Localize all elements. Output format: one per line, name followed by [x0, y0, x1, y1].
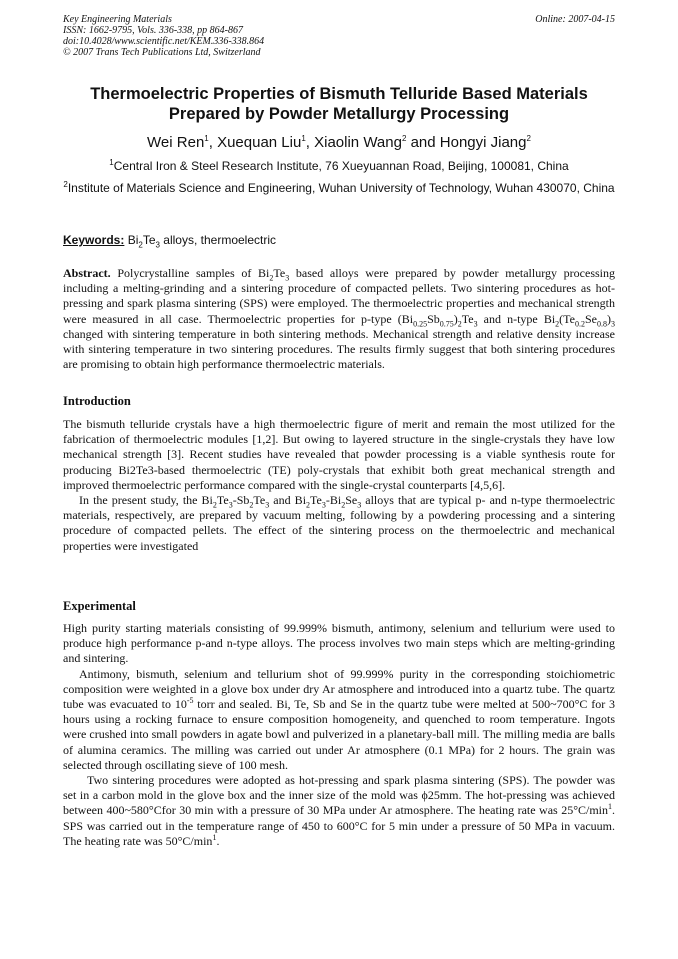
subscript: 3 [265, 500, 270, 510]
abstract-text: Polycrystalline samples of Bi [110, 266, 270, 280]
paragraph-text: -Sb [232, 493, 250, 508]
paragraph-text: Two sintering procedures were adopted as hot-pressing and spark plasma sintering (SPS). The powder was set in a carbon mold in the glove box and the inner size of the mold was ϕ25mm. The hot-pressing was achieved between 400~580°Cfor 30 min with a pressure of 30 MPa under Ar atmosphere. The heating rate was 25°C/min [63, 773, 615, 818]
subscript: 0.8 [597, 319, 607, 328]
abstract-text: (Te [559, 311, 575, 326]
keywords-label: Keywords: [63, 233, 125, 247]
subscript: 3 [321, 500, 326, 510]
subscript: 3 [611, 319, 615, 328]
keywords-line [63, 233, 277, 250]
abstract-text: Sb [427, 311, 440, 326]
affiliation-1 [50, 159, 628, 174]
affiliation-mark: 1 [109, 158, 114, 167]
subscript: 2 [306, 500, 311, 510]
experimental-paragraph-2 [63, 667, 615, 773]
abstract-text: ) [453, 311, 458, 326]
paragraph-text: alloys that are typical p- and n-type thermoelectric materials, respectively, are prepared by vacuum melting, following by a powdering processing and a sintering procedure of compacted pellets. The effect of the sintering process on the thermoelectric and mechanical properties were investigated [63, 493, 616, 553]
subscript: 2 [212, 500, 217, 510]
paragraph-text: Antimony, bismuth, selenium and tellurium shot of 99.999% purity in the corresponding stoichiometric composition were weighted in a glove box under dry Ar atmosphere and introduced into a quartz tube. The quartz tube was evacuated to 10 [63, 666, 615, 712]
subscript: 3 [285, 273, 290, 283]
intro-paragraph-2 [63, 493, 615, 554]
abstract-text: Te [273, 266, 286, 280]
title-line-1: Thermoelectric Properties of Bismuth Telluride Based Materials [90, 85, 588, 103]
subscript: 0.25 [413, 319, 428, 328]
subscript: 2 [249, 500, 254, 510]
superscript: 1 [608, 802, 612, 812]
paragraph-text: In the present study, the Bi [79, 493, 213, 508]
doi-line: doi:10.4028/www.scientific.net/KEM.336-338.864 [63, 36, 265, 47]
author-name: Wei Ren [147, 134, 205, 151]
affiliation-2 [63, 181, 615, 196]
author-affiliation-mark: 1 [204, 134, 209, 143]
superscript: -5 [186, 696, 194, 706]
abstract-text: and n-type Bi [477, 311, 556, 326]
paragraph-text: Te [253, 493, 266, 508]
paragraph-text: -Bi [325, 493, 342, 508]
abstract-text: ) [607, 311, 611, 326]
author-name: , Xiaolin Wang [305, 134, 402, 151]
subscript: 2 [269, 273, 274, 283]
subscript: 2 [341, 500, 346, 510]
paragraph-text: torr and sealed. Bi, Te, Sb and Se in the quartz tube were melted at 500~700°C for 3 hours using a rocking furnace to ensure composition homogeneity, and quenched to room temperature. Ingots were crushed into small powders in agate bowl and pulverized in a planetary-ball mill. The milling media are balls of alumina ceramics. The milling was carried out under Ar atmosphere (0.1 MPa) for 2 hours. The grain was selected through oscillating sieve of 100 mesh. [63, 697, 615, 772]
introduction-body [63, 417, 615, 554]
paragraph-text: Te [310, 493, 322, 508]
online-date: Online: 2007-04-15 [535, 14, 615, 25]
abstract-text: Se [585, 311, 597, 326]
subscript: 0.2 [575, 319, 585, 328]
affiliation-text: Institute of Materials Science and Engineering, Wuhan University of Technology, Wuhan 430070, China [67, 181, 615, 195]
subscript: 2 [138, 240, 143, 250]
journal-name: Key Engineering Materials [63, 14, 172, 25]
subscript: 3 [228, 500, 233, 510]
author-list [50, 134, 628, 152]
author-name: and Hongyi Jiang [406, 134, 527, 151]
abstract-label: Abstract. [63, 266, 111, 280]
author-affiliation-mark: 2 [526, 134, 531, 143]
experimental-body [63, 621, 615, 849]
paragraph-text: Te [216, 493, 229, 508]
subscript: 3 [155, 240, 160, 250]
subscript: 0.75 [439, 319, 454, 328]
subscript: 2 [555, 319, 560, 328]
journal-metadata [63, 14, 264, 58]
paragraph-text: Se [345, 493, 358, 508]
author-name: , Xuequan Liu [208, 134, 302, 151]
superscript: 1 [212, 832, 217, 842]
issn-line: ISSN: 1662-9795, Vols. 336-338, pp 864-867 [63, 25, 243, 36]
abstract-text: Te [461, 311, 474, 326]
intro-paragraph-1: The bismuth telluride crystals have a high thermoelectric figure of merit and remain the most utilized for the fabrication of thermoelectric modules [1,2]. But owing to layered structure in the single-crystals they have low mechanical strength [3]. Recent studies have revealed that powder processing is a viable synthesis route for producing Bi2Te3-based thermoelectric (TE) poly-crystals that exhibit both great mechanical strength and improved thermoelectric performance compared with the single-crystal counterparts [4,5,6]. [63, 417, 615, 492]
abstract-text: changed with sintering temperature in both sintering methods. Mechanical strength and relative density increase with sintering temperature in two sintering procedures. The results firmly suggest that both sintering procedures are promising to obtain high performance thermoelectric materials. [63, 326, 615, 372]
subscript: 3 [357, 500, 362, 510]
copyright-line: © 2007 Trans Tech Publications Ltd, Switzerland [63, 47, 261, 58]
abstract-text: based alloys were prepared by powder metallurgy processing including a melting-grinding and a sintering procedure of compacted pellets. Two sintering procedures as hot-pressing and spark plasma sintering (SPS) were employed. The thermoelectric properties and mechanical strength were measured in all case. Thermoelectric properties for p-type (Bi [63, 266, 616, 326]
paragraph-text: . [216, 833, 220, 848]
author-affiliation-mark: 1 [301, 134, 306, 143]
affiliation-mark: 2 [63, 180, 68, 189]
title-line-2: Prepared by Powder Metallurgy Processing [168, 105, 510, 123]
paragraph-text: and Bi [269, 493, 307, 508]
abstract [63, 266, 615, 372]
subscript: 2 [457, 319, 462, 328]
section-heading-experimental: Experimental [63, 599, 136, 613]
section-heading-introduction: Introduction [63, 394, 131, 408]
keyword-text: Te [142, 233, 156, 247]
keyword-text: Bi [124, 233, 139, 247]
paragraph-text: . SPS was carried out in the temperature range of 450 to 600°C for 5 min under a pressure of 50 MPa in vacuum. The heating rate was 50°C/min [63, 803, 615, 848]
keyword-text: alloys, thermoelectric [159, 233, 277, 247]
author-affiliation-mark: 2 [401, 134, 407, 143]
subscript: 3 [473, 319, 478, 328]
experimental-paragraph-1: High purity starting materials consisting of 99.999% bismuth, antimony, selenium and tellurium were used to produce high performance p-and n-type alloys. The process involves two main steps which are melting-grinding and sintering. [63, 621, 615, 666]
paper-title [50, 84, 628, 124]
affiliation-text: Central Iron & Steel Research Institute, 76 Xueyuannan Road, Beijing, 100081, China [113, 159, 569, 173]
experimental-paragraph-3 [63, 773, 615, 849]
